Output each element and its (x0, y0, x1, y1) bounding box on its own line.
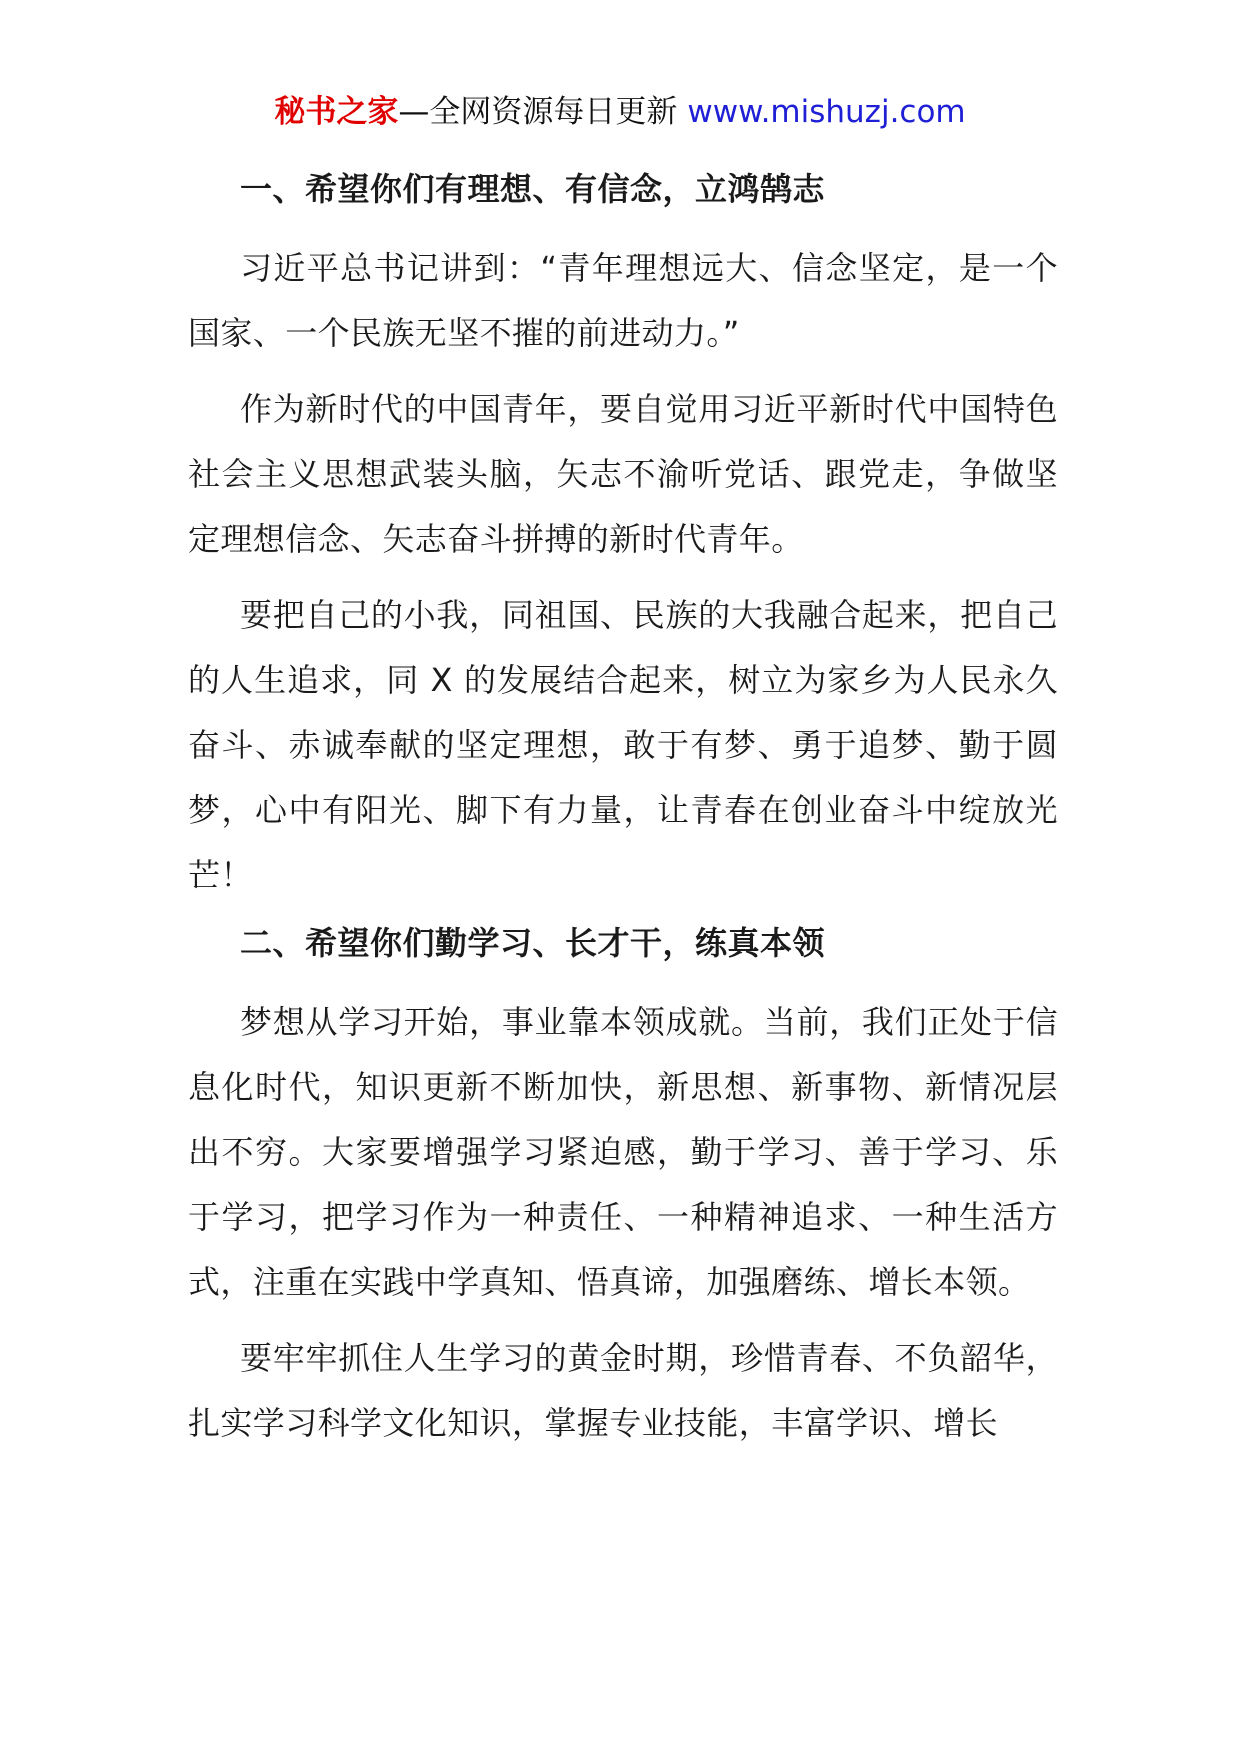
paragraph: 习近平总书记讲到：“青年理想远大、信念坚定，是一个国家、一个民族无坚不摧的前进动力。” (188, 249, 1058, 352)
paragraph: 作为新时代的中国青年，要自觉用习近平新时代中国特色社会主义思想武装头脑，矢志不渝听党话、跟党走，争做坚定理想信念、矢志奋斗拼搏的新时代青年。 (188, 390, 1058, 558)
site-name: 秘书之家 (274, 94, 399, 130)
section-heading: 一、希望你们有理想、有信念，立鸿鹄志 (240, 170, 826, 208)
paragraph: 梦想从学习开始，事业靠本领成就。当前，我们正处于信息化时代，知识更新不断加快，新思想、新事物、新情况层出不穷。大家要增强学习紧迫感，勤于学习、善于学习、乐于学习，把学习作为一种责任、一种精神追求、一种生活方式，注重在实践中学真知、悟真谛，加强磨练、增长本领。 (188, 1003, 1058, 1301)
section-heading: 二、希望你们勤学习、长才干，练真本领 (240, 924, 826, 962)
site-tagline: —全网资源每日更新 (398, 94, 678, 130)
paragraph: 要牢牢抓住人生学习的黄金时期，珍惜青春、不负韶华，扎实学习科学文化知识，掌握专业技能，丰富学识、增长 (188, 1339, 1058, 1442)
document-body (188, 166, 1058, 1467)
site-url-link[interactable]: www.mishuzj.com (687, 94, 966, 130)
site-header (0, 92, 1240, 132)
paragraph: 要把自己的小我，同祖国、民族的大我融合起来，把自己的人生追求，同 X 的发展结合起来，树立为家乡为人民永久奋斗、赤诚奉献的坚定理想，敢于有梦、勇于追梦、勤于圆梦，心中有阳光、脚下有力量，让青春在创业奋斗中绽放光芒！ (188, 596, 1058, 894)
